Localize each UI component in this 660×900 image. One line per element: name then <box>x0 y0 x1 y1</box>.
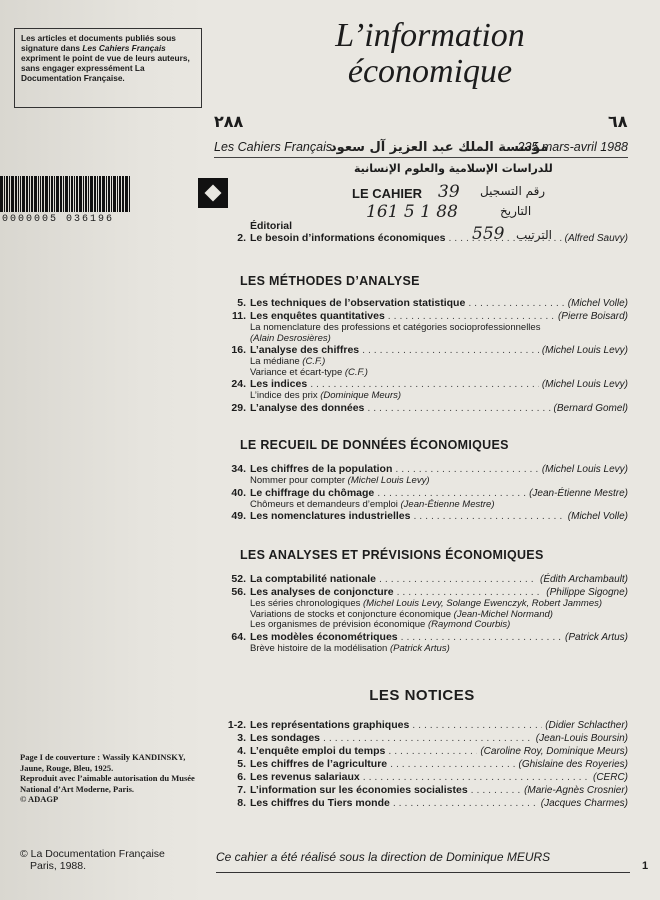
masthead-line-1: L’information <box>335 17 525 54</box>
notice-entry: 8. Les chiffres du Tiers monde . . . (Jacques Charmes) <box>216 797 628 810</box>
notices-heading: LES NOTICES <box>369 687 475 704</box>
notice-entry: 6. Les revenus salariaux . . . (CERC) <box>216 771 628 784</box>
disclaimer-text-2: expriment le point de vue de leurs auteurs, sans engager expressément La Documentation Française. <box>21 53 190 83</box>
toc-sub-entry: La médiane (C.F.) <box>250 356 326 367</box>
stamp-reg-label: رقم التسجيل <box>480 184 546 198</box>
copyright <box>20 848 165 872</box>
toc-sub-entry: Les organismes de prévision économique (Raymond Courbis) <box>250 619 511 630</box>
toc-sub-entry: Variance et écart-type (C.F.) <box>250 366 368 378</box>
cover-credit <box>20 752 202 805</box>
toc-title: Le besoin d’informations économiques <box>250 232 446 244</box>
masthead-title <box>290 18 570 90</box>
stamp-class-label: الترتيب <box>516 228 552 242</box>
toc-sub-author: (Alain Desrosières) <box>250 332 331 344</box>
section-heading: LES ANALYSES ET PRÉVISIONS ÉCONOMIQUES <box>240 548 544 562</box>
barcode <box>0 172 170 212</box>
copyright-line: © La Documentation Française <box>20 848 165 860</box>
stamp-date-label: التاريخ <box>500 204 532 218</box>
stamp-hand-date: 161 5 1 88 <box>366 202 458 222</box>
copyright-line: Paris, 1988. <box>30 860 87 872</box>
toc-entry: 11. Les enquêtes quantitatives . . . (Pierre Boisard) <box>216 310 628 323</box>
toc-page-number: 2. <box>237 232 246 244</box>
toc-entry: 5. Les techniques de l’observation statistique . . . (Michel Volle) <box>216 297 628 310</box>
toc-sub-entry: Nommer pour compter (Michel Louis Levy) <box>250 475 430 486</box>
disclaimer-text-1: Les articles et documents publiés sous signature dans <box>21 33 176 53</box>
section-heading: LES MÉTHODES D’ANALYSE <box>240 274 420 288</box>
credit-line: Page I de couverture : Wassily KANDINSKY, <box>20 752 186 762</box>
toc-sub-entry: Chômeurs et demandeurs d’emploi (Jean-Étienne Mestre) <box>250 498 495 510</box>
notice-entry: 5. Les chiffres de l’agriculture . . . (Ghislaine des Royeries) <box>216 758 628 771</box>
toc-entry: 40. Le chiffrage du chômage . . . (Jean-Étienne Mestre) <box>216 487 628 500</box>
page-number: 1 <box>642 860 649 872</box>
arabic-number-right: ٦٨ <box>608 112 628 131</box>
masthead-line-2: économique <box>347 53 513 90</box>
notice-entry: 4. L’enquête emploi du temps . . . (Caroline Roy, Dominique Meurs) <box>216 745 628 758</box>
notice-entry: 3. Les sondages . . . (Jean-Louis Boursin) <box>216 732 628 745</box>
section-recueil <box>216 440 628 523</box>
leader-dots <box>448 232 561 244</box>
credit-line: Jaune, Rouge, Bleu, 1925. <box>20 762 114 773</box>
toc-sub-entry: Les séries chronologiques (Michel Louis Levy, Solange Ewenczyk, Robert Jammes) <box>250 598 603 609</box>
arabic-number-left: ٢٨٨ <box>214 112 244 131</box>
credit-line: Reproduit avec l’aimable autorisation du Musée <box>20 773 195 783</box>
stamp-hand-number: 39 <box>438 182 460 202</box>
toc-entry: 29. L’analyse des données . . . (Bernard Gomel) <box>216 402 628 415</box>
section-analyses <box>216 550 628 654</box>
barcode-number: 0000005 036196 <box>2 214 115 225</box>
series-name: Les Cahiers Français <box>214 140 333 154</box>
toc-sub-entry: Variations de stocks et conjoncture économique (Jean-Michel Normand) <box>250 608 553 620</box>
toc-entry: 49. Les nomenclatures industrielles . . . (Michel Volle) <box>216 510 628 523</box>
toc-entry: 16. L’analyse des chiffres . . . (Michel Louis Levy) <box>216 344 628 357</box>
credit-line: National d’Art Moderne, Paris. <box>20 783 135 794</box>
toc-entry: 24. Les indices . . . (Michel Louis Levy) <box>216 378 628 391</box>
credit-line: © ADAGP <box>20 794 59 804</box>
publisher-logo-icon <box>198 178 228 208</box>
toc-entry: 64. Les modèles économétriques . . . (Patrick Artus) <box>216 631 628 644</box>
toc-sub-entry: L’indice des prix (Dominique Meurs) <box>250 390 402 401</box>
section-heading: LE RECUEIL DE DONNÉES ÉCONOMIQUES <box>240 438 509 452</box>
notice-entry: 1-2. Les représentations graphiques . . . (Didier Schlacther) <box>216 719 628 732</box>
library-stamp-line-2: للدراسات الإسلامية والعلوم الإنسانية <box>354 162 553 175</box>
section-methodes <box>216 276 628 415</box>
toc-entry: 52. La comptabilité nationale . . . (Édith Archambault) <box>216 573 628 586</box>
toc-entry: 34. Les chiffres de la population . . . (Michel Louis Levy) <box>216 463 628 476</box>
issue-number-date: 235 mars-avril 1988 <box>517 140 628 154</box>
stamp-cahier-label: LE CAHIER <box>352 186 423 201</box>
toc-sub-entry: La nomenclature des professions et catégories socioprofessionnelles <box>250 322 541 333</box>
stamp-hand-class: 559 <box>472 224 505 244</box>
toc-entry: 56. Les analyses de conjoncture . . . (Philippe Sigogne) <box>216 586 628 599</box>
notice-entry: 7. L’information sur les économies socialistes . . . (Marie-Agnès Crosnier) <box>216 784 628 797</box>
library-stamp-line-1: مؤسسة الملك عبد العزيز آل سعود <box>330 140 549 155</box>
section-notices <box>216 687 628 810</box>
toc-entry-editorial <box>216 232 628 245</box>
editorial-block <box>216 221 628 245</box>
editorial-label: Éditorial <box>250 220 293 232</box>
disclaimer-publication: Les Cahiers Français <box>82 43 166 53</box>
toc-sub-entry: Brève histoire de la modélisation (Patrick Artus) <box>250 642 450 654</box>
toc-author: (Alfred Sauvy) <box>564 233 628 244</box>
footer-credit: Ce cahier a été réalisé sous la direction de Dominique MEURS <box>216 850 630 873</box>
disclaimer-box <box>14 28 202 108</box>
